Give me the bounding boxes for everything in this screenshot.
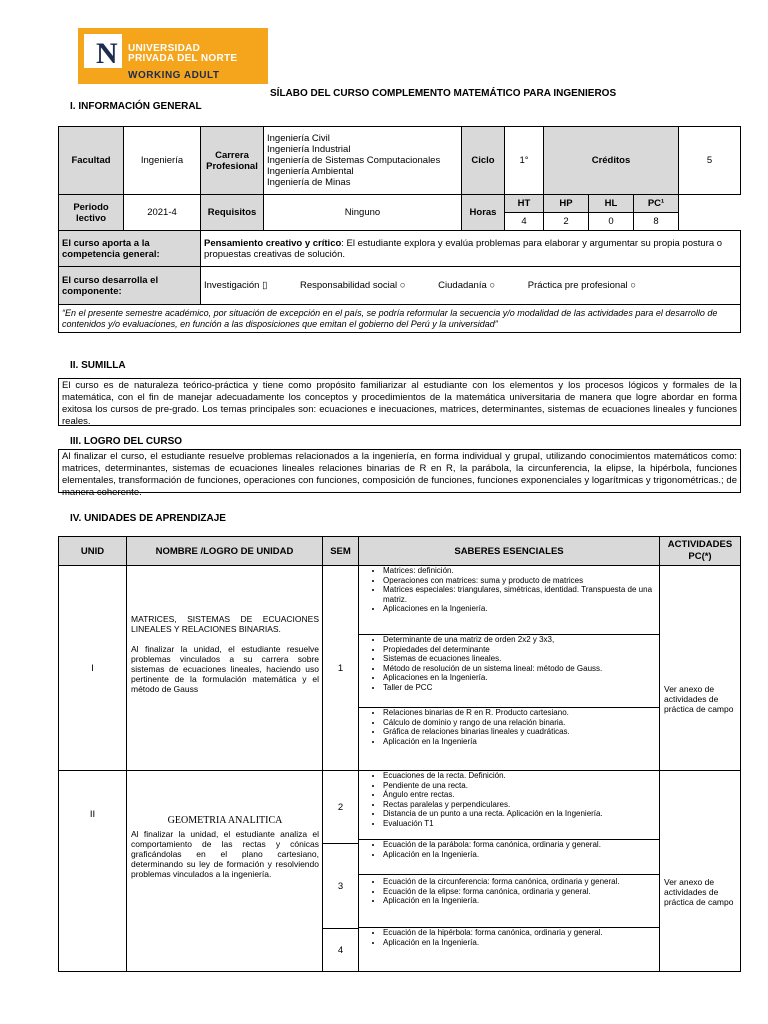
saber: • Ángulo entre rectas.: [383, 790, 659, 800]
ht-value: 4: [505, 213, 544, 231]
saber: • Rectas paralelas y perpendiculares.: [383, 800, 659, 810]
carrera-2: Ingeniería Industrial: [267, 144, 351, 155]
unit-2-saberes-block-2: [358, 839, 660, 875]
saber: • Cálculo de dominio y rango de una relación binaria.: [383, 718, 659, 728]
logo-line-1: UNIVERSIDAD: [128, 43, 201, 54]
logo-mark: N: [84, 34, 122, 68]
sumilla-text: El curso es de naturaleza teórico-práctica y tiene como propósito familiarizar al estudiante con los elementos y los procesos lógicos y formales de la matemática, con el fin de manejar adecuadamente los conceptos y procedimientos de la matemática universitaria de manera que logre abordar en forma exitosa los cursos de pre-grado. Los temas principales son: ecuaciones e inecuaciones, matrices, determinantes, sistemas de ecuaciones lineales y funciones reales.: [58, 378, 741, 426]
aporta-text: : El estudiante explora y evalúa problemas para elaborar y argumentar su propia postura o propuestas creativas de solución.: [204, 237, 723, 260]
unit-1-actividades: [659, 565, 741, 771]
university-logo: [78, 28, 268, 84]
ciclo-label: Ciclo: [462, 127, 505, 195]
hl-value: 0: [589, 213, 634, 231]
unit-1-actividades-text: Ver anexo de actividades de práctica de campo: [664, 684, 734, 714]
desarrolla-content: [201, 267, 741, 305]
saber: • Gráfica de relaciones binarias lineales y cuadráticas.: [383, 727, 659, 737]
section-heading-2: II. SUMILLA: [70, 360, 126, 371]
unit-2-id: II: [58, 770, 127, 972]
component-practica: Práctica pre profesional ○: [527, 280, 636, 291]
unit-2-sem-3: 3: [322, 843, 359, 929]
unit-2-saberes-block-4: [358, 927, 660, 972]
nota-excepcion: “En el presente semestre académico, por situación de excepción en el país, se podría reformular la secuencia y/o modalidad de las actividades para el desarrollo de contenidos y/o evaluaciones, en función a las disposiciones que emitan el gobierno del Perú y la universidad”: [59, 305, 741, 333]
section-heading-1: I. INFORMACIÓN GENERAL: [70, 101, 202, 112]
saber: • Aplicaciones en la Ingeniería.: [383, 604, 659, 614]
general-info-table: [58, 126, 741, 333]
header-sem: SEM: [322, 536, 359, 566]
saber: • Ecuación de la elipse: forma canónica, ordinaria y general.: [383, 887, 659, 897]
section-heading-3: III. LOGRO DEL CURSO: [70, 436, 183, 447]
aporta-label: El curso aporta a la competencia general:: [59, 231, 201, 267]
aporta-content: [201, 231, 741, 267]
units-table: [58, 536, 741, 972]
unit-1-saberes-block-2: [358, 634, 660, 708]
requisitos-label: Requisitos: [201, 195, 264, 231]
saber: • Ecuación de la hipérbola: forma canónica, ordinaria y general.: [383, 928, 659, 938]
saber: • Operaciones con matrices: suma y producto de matrices: [383, 576, 659, 586]
saber: • Sistemas de ecuaciones lineales.: [383, 654, 659, 664]
saber: • Evaluación T1: [383, 819, 659, 829]
header-actividades: ACTIVIDADES PC(*): [659, 536, 741, 566]
horas-label: Horas: [462, 195, 505, 231]
header-nombre: NOMBRE /LOGRO DE UNIDAD: [126, 536, 323, 566]
saber: • Matrices especiales: triangulares, simétricas, identidad. Transpuesta de una matriz.: [383, 585, 659, 604]
saber: • Aplicación en la Ingeniería: [383, 737, 659, 747]
saber: • Aplicación en la Ingeniería.: [383, 896, 659, 906]
requisitos-value: Ninguno: [264, 195, 462, 231]
unit-2-actividades-text: Ver anexo de actividades de práctica de campo: [664, 877, 734, 907]
unit-2-name: GEOMETRIA ANALITICA: [167, 815, 283, 826]
component-investigacion: Investigación ▯: [204, 280, 268, 291]
aporta-bold: Pensamiento creativo y crítico: [204, 237, 342, 249]
unit-2-logro: Al finalizar la unidad, el estudiante analiza el comportamiento de las rectas y cónicas graficándolas en el plano cartesiano, determinando su ley de formación y resolviendo problemas vinculados a la ingeniería.: [131, 829, 319, 879]
saber: • Pendiente de una recta.: [383, 781, 659, 791]
logro-text: Al finalizar el curso, el estudiante resuelve problemas relacionados a la ingeniería, en forma individual y grupal, utilizando conocimientos matemáticos como: matrices, determinantes, sistemas de ecuaciones lineales relaciones binarias de R en R, la parábola, la circunferencia, la elipse, la hipérbola, funciones elementales, transformación de funciones, operaciones con funciones, composición de funciones, funciones exponenciales y logarítmicas y trigonométricas.; de manera coherente.: [58, 449, 741, 493]
unit-1-id: I: [58, 565, 127, 771]
saber: • Aplicación en la Ingeniería.: [383, 938, 659, 948]
saber: • Ecuación de la parábola: forma canónica, ordinaria y general.: [383, 840, 659, 850]
carrera-1: Ingeniería Civil: [267, 133, 330, 144]
ht-label: HT: [505, 195, 544, 213]
unit-2-sem-4: 4: [322, 928, 359, 972]
saber: • Taller de PCC: [383, 683, 659, 693]
carrera-5: Ingeniería de Minas: [267, 177, 351, 188]
carrera-3: Ingeniería de Sistemas Computacionales: [267, 155, 441, 166]
unit-1-name: MATRICES, SISTEMAS DE ECUACIONES LINEALES Y RELACIONES BINARIAS.: [131, 614, 319, 634]
facultad-value: Ingeniería: [124, 127, 201, 195]
pc-value: 8: [634, 213, 679, 231]
saber: • Ecuaciones de la recta. Definición.: [383, 771, 659, 781]
unit-1-saberes-block-1: [358, 565, 660, 635]
saber: • Determinante de una matriz de orden 2x2 y 3x3,: [383, 635, 659, 645]
component-ciudadania: Ciudadanía ○: [438, 280, 496, 291]
saber: • Propiedades del determinante: [383, 645, 659, 655]
saber: • Ecuación de la circunferencia: forma canónica, ordinaria y general.: [383, 877, 659, 887]
saber: • Relaciones binarias de R en R. Producto cartesiano.: [383, 708, 659, 718]
periodo-label: Periodo lectivo: [59, 195, 124, 231]
creditos-label: Créditos: [544, 127, 679, 195]
document-title: SÍLABO DEL CURSO COMPLEMENTO MATEMÁTICO PARA INGENIEROS: [270, 88, 617, 99]
component-responsabilidad: Responsabilidad social ○: [299, 280, 406, 291]
saber: • Matrices: definición.: [383, 566, 659, 576]
desarrolla-label: El curso desarrolla el componente:: [59, 267, 201, 305]
carrera-4: Ingeniería Ambiental: [267, 166, 354, 177]
unit-2-sem-2: 2: [322, 770, 359, 844]
saber: • Distancia de un punto a una recta. Aplicación en la Ingeniería.: [383, 809, 659, 819]
header-unid: UNID: [58, 536, 127, 566]
creditos-value: 5: [679, 127, 741, 195]
logo-working-adult: WORKING ADULT: [128, 70, 220, 81]
carrera-values: [264, 127, 462, 195]
facultad-label: Facultad: [59, 127, 124, 195]
unit-1-logro: Al finalizar la unidad, el estudiante resuelve problemas vinculados a su carrera sobre sistemas de ecuaciones lineales, haciendo uso pertinente de la formulación matemática y el método de Gauss: [131, 644, 319, 694]
hl-label: HL: [589, 195, 634, 213]
saber: • Método de resolución de un sistema lineal: método de Gauss.: [383, 664, 659, 674]
unit-2-saberes-block-3: [358, 874, 660, 928]
ciclo-value: 1°: [505, 127, 544, 195]
logo-line-2: PRIVADA DEL NORTE: [128, 53, 238, 64]
header-saberes: SABERES ESENCIALES: [358, 536, 660, 566]
unit-2-saberes-block-1: [358, 770, 660, 840]
hp-label: HP: [544, 195, 589, 213]
periodo-value: 2021-4: [124, 195, 201, 231]
unit-1-saberes-block-3: [358, 707, 660, 771]
unit-2-name-cell: [126, 770, 323, 972]
pc-label: PC¹: [634, 195, 679, 213]
carrera-label: Carrera Profesional: [201, 127, 264, 195]
logo-text: [128, 44, 237, 64]
saber: • Aplicaciones en la Ingeniería.: [383, 673, 659, 683]
unit-1-sem: 1: [322, 565, 359, 771]
hp-value: 2: [544, 213, 589, 231]
unit-2-actividades: [659, 770, 741, 972]
section-heading-4: IV. UNIDADES DE APRENDIZAJE: [70, 513, 226, 524]
unit-1-name-cell: [126, 565, 323, 771]
saber: • Aplicación en la Ingeniería.: [383, 850, 659, 860]
